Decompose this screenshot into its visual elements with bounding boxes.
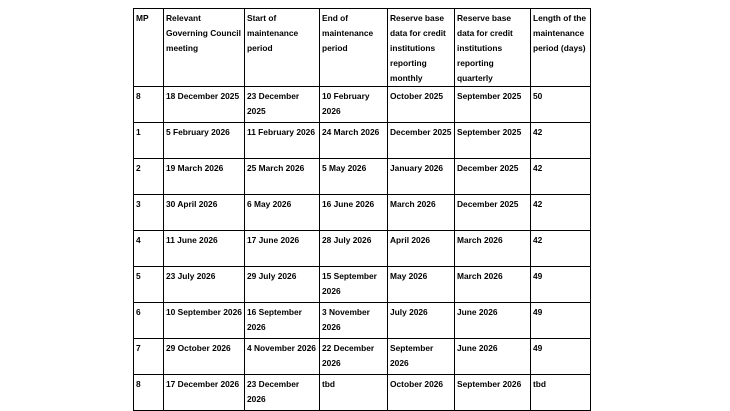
header-end-of-maintenance-period: End of maintenance period	[320, 9, 388, 87]
cell-governing-council-meeting: 11 June 2026	[164, 231, 245, 267]
cell-governing-council-meeting: 18 December 2025	[164, 87, 245, 123]
cell-reserve-quarterly: December 2025	[455, 195, 531, 231]
cell-reserve-quarterly: December 2025	[455, 159, 531, 195]
cell-end: 28 July 2026	[320, 231, 388, 267]
cell-governing-council-meeting: 10 September 2026	[164, 303, 245, 339]
table-row	[134, 87, 591, 123]
header-mp: MP	[134, 9, 164, 87]
cell-length: 42	[531, 231, 591, 267]
cell-mp: 6	[134, 303, 164, 339]
cell-governing-council-meeting: 19 March 2026	[164, 159, 245, 195]
cell-mp: 2	[134, 159, 164, 195]
cell-reserve-monthly: January 2026	[388, 159, 455, 195]
cell-mp: 8	[134, 87, 164, 123]
cell-length: 49	[531, 303, 591, 339]
cell-reserve-monthly: March 2026	[388, 195, 455, 231]
cell-mp: 4	[134, 231, 164, 267]
cell-reserve-monthly: April 2026	[388, 231, 455, 267]
table-row	[134, 267, 591, 303]
cell-governing-council-meeting: 29 October 2026	[164, 339, 245, 375]
cell-reserve-quarterly: September 2026	[455, 375, 531, 411]
cell-start: 25 March 2026	[245, 159, 320, 195]
cell-reserve-quarterly: June 2026	[455, 303, 531, 339]
cell-mp: 1	[134, 123, 164, 159]
cell-start: 6 May 2026	[245, 195, 320, 231]
cell-mp: 7	[134, 339, 164, 375]
cell-length: 49	[531, 339, 591, 375]
table-row	[134, 339, 591, 375]
cell-mp: 8	[134, 375, 164, 411]
cell-reserve-monthly: December 2025	[388, 123, 455, 159]
header-reserve-base-monthly: Reserve base data for credit institutions reporting monthly	[388, 9, 455, 87]
header-reserve-base-quarterly: Reserve base data for credit institutions reporting quarterly	[455, 9, 531, 87]
cell-start: 23 December 2025	[245, 87, 320, 123]
cell-end: 24 March 2026	[320, 123, 388, 159]
cell-length: 50	[531, 87, 591, 123]
cell-start: 4 November 2026	[245, 339, 320, 375]
cell-governing-council-meeting: 5 February 2026	[164, 123, 245, 159]
cell-end: 5 May 2026	[320, 159, 388, 195]
cell-start: 17 June 2026	[245, 231, 320, 267]
cell-governing-council-meeting: 30 April 2026	[164, 195, 245, 231]
cell-reserve-quarterly: June 2026	[455, 339, 531, 375]
cell-mp: 3	[134, 195, 164, 231]
cell-reserve-monthly: May 2026	[388, 267, 455, 303]
table-header-row	[134, 9, 591, 87]
cell-start: 29 July 2026	[245, 267, 320, 303]
maintenance-periods-table-container	[133, 8, 591, 411]
table-row	[134, 159, 591, 195]
cell-end: 22 December 2026	[320, 339, 388, 375]
cell-end: 10 February 2026	[320, 87, 388, 123]
cell-reserve-quarterly: March 2026	[455, 231, 531, 267]
cell-reserve-monthly: October 2025	[388, 87, 455, 123]
maintenance-periods-table	[133, 8, 591, 411]
cell-end: 3 November 2026	[320, 303, 388, 339]
cell-length: 49	[531, 267, 591, 303]
table-row	[134, 375, 591, 411]
table-row	[134, 303, 591, 339]
cell-start: 11 February 2026	[245, 123, 320, 159]
cell-end: 16 June 2026	[320, 195, 388, 231]
cell-length: 42	[531, 195, 591, 231]
cell-mp: 5	[134, 267, 164, 303]
cell-length: tbd	[531, 375, 591, 411]
cell-reserve-quarterly: September 2025	[455, 87, 531, 123]
cell-length: 42	[531, 159, 591, 195]
cell-length: 42	[531, 123, 591, 159]
cell-end: tbd	[320, 375, 388, 411]
cell-governing-council-meeting: 23 July 2026	[164, 267, 245, 303]
header-length-days: Length of the maintenance period (days)	[531, 9, 591, 87]
cell-reserve-quarterly: March 2026	[455, 267, 531, 303]
table-row	[134, 231, 591, 267]
cell-end: 15 September 2026	[320, 267, 388, 303]
cell-start: 23 December 2026	[245, 375, 320, 411]
table-row	[134, 195, 591, 231]
header-governing-council-meeting: Relevant Governing Council meeting	[164, 9, 245, 87]
cell-reserve-monthly: September 2026	[388, 339, 455, 375]
cell-reserve-monthly: October 2026	[388, 375, 455, 411]
cell-governing-council-meeting: 17 December 2026	[164, 375, 245, 411]
header-start-of-maintenance-period: Start of maintenance period	[245, 9, 320, 87]
table-row	[134, 123, 591, 159]
cell-start: 16 September 2026	[245, 303, 320, 339]
cell-reserve-monthly: July 2026	[388, 303, 455, 339]
cell-reserve-quarterly: September 2025	[455, 123, 531, 159]
